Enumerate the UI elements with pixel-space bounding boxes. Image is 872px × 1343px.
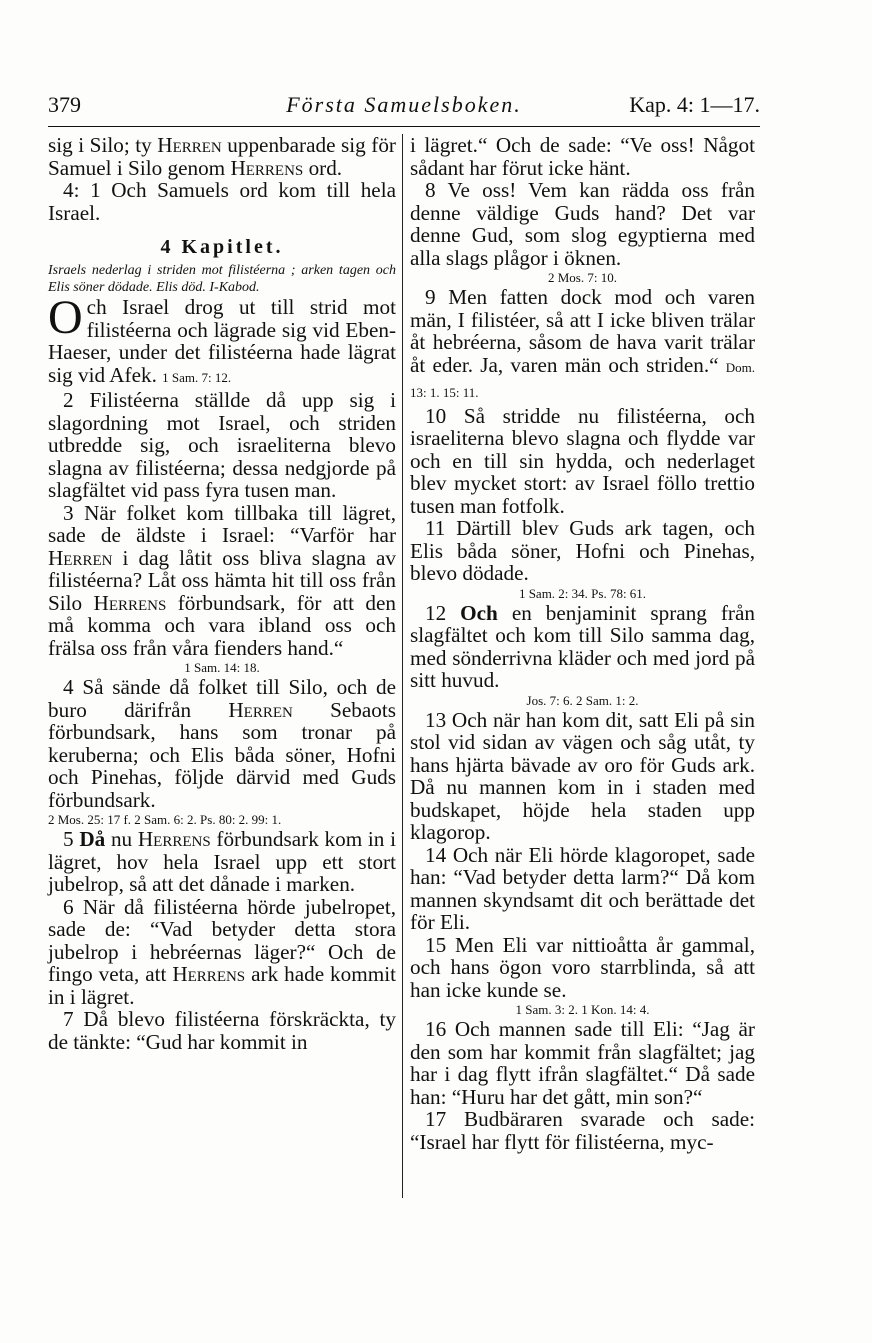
cross-reference: 2 Mos. 25: 17 f. 2 Sam. 6: 2. Ps. 80: 2. 99: 1. xyxy=(48,812,282,827)
verse-4: 4 Så sände då folket till Silo, och de buro därifrån Herren Sebaots förbundsark, hans som tronar på keruberna; och Elis båda söner, Hofni och Pinehas, följde därvid med Guds förbundsark. xyxy=(48,675,396,812)
verse-13: 13 Och när han kom dit, satt Eli på sin stol vid sidan av vägen och såg utåt, ty hans hjärta bävade av oro för Guds ark. Då nu mannen kom in i staden med budskapet, höjde hela staden upp klagorop. xyxy=(410,707,755,844)
column-divider xyxy=(402,134,403,1198)
drop-cap: O xyxy=(48,291,83,344)
verse-16: 16 Och mannen sade till Eli: “Jag är den som har kommit från slagfältet; jag har i dag flytt ifrån slagfältet.“ Då sade han: “Huru har det gått, min son?“ xyxy=(410,1017,755,1109)
verse-11: 11 Därtill blev Guds ark tagen, och Elis båda söner, Hofni och Pinehas, blevo dödade. xyxy=(410,516,755,585)
running-header xyxy=(48,92,760,127)
verse-5: 5 Då nu Herrens förbundsark kom in i lägret, hov hela Israel upp ett stort jubelrop, så att det dånade i marken. xyxy=(48,827,397,896)
verse-15: 15 Men Eli var nittioåtta år gammal, och hans ögon voro starrblinda, så att han icke kunde se. xyxy=(410,932,755,1002)
cross-reference: 1 Sam. 3: 2. 1 Kon. 14: 4. xyxy=(515,1002,650,1017)
verse-3-21-end: sig i Silo; ty Herren uppenbarade sig för Samuel i Silo genom Herrens ord. xyxy=(48,133,396,180)
page-number: 379 xyxy=(48,92,81,117)
verse-7: 7 Då blevo filistéerna förskräckta, ty de tänkte: “Gud har kommit in xyxy=(48,1007,396,1054)
cross-reference: 1 Sam. 2: 34. Ps. 78: 61. xyxy=(518,585,647,601)
cross-reference: 1 Sam. 7: 12. xyxy=(162,369,232,385)
chapter-heading: 4 Kapitlet. xyxy=(160,236,284,258)
cross-reference: Dom. 13: 1. 15: 11. xyxy=(410,359,756,400)
verse-8: 8 Ve oss! Vem kan rädda oss från denne väldige Guds hand? Det var denne Gud, som slog egyptierna med alla slags plågor i öknen. xyxy=(410,178,755,270)
chapter-summary: Israels nederlag i striden mot filistéerna ; arken tagen och Elis söner dödade. Elis död. I-Kabod. xyxy=(48,263,396,295)
right-column xyxy=(410,134,755,1153)
cross-reference: 1 Sam. 14: 18. xyxy=(184,660,260,675)
verse-17: 17 Budbäraren svarade och sade: “Israel har flytt för filistéerna, myc- xyxy=(410,1107,755,1154)
cross-reference: 2 Mos. 7: 10. xyxy=(548,270,617,285)
verse-12: 12 Och en benjaminit sprang från slagfältet och kom till Silo samma dag, med sönderrivna kläder och med jord på sitt huvud. xyxy=(410,600,755,692)
left-column xyxy=(48,134,396,1053)
verse-6: 6 När då filistéerna hörde jubelropet, sade de: “Vad betyder detta stora jubelrop i hebréernas läger?“ Och de fingo veta, att Herrens ark hade kommit in i lägret. xyxy=(48,894,396,1009)
book-title: Första Samuelsboken. xyxy=(286,92,522,117)
verse-4-1: 4: 1 Och Samuels ord kom till hela Israel. xyxy=(48,178,396,225)
cross-reference: Jos. 7: 6. 2 Sam. 1: 2. xyxy=(526,692,639,708)
verse-1: Och Israel drog ut till strid mot filistéerna och lägrade sig vid Eben-Haeser, under det filistéerna hade lägrat sig vid Afek. 1 Sam. 7: 12. xyxy=(48,291,396,387)
verse-10: 10 Så stridde nu filistéerna, och israeliterna blevo slagna och flydde var och en till sin hydda, och nederlaget blev mycket stort: av Israel föllo trettio tusen man fotfolk. xyxy=(410,403,755,518)
verse-14: 14 Och när Eli hörde klagoropet, sade han: “Vad betyder detta larm?“ Då kom mannen skyndsamt dit och berättade det för Eli. xyxy=(410,842,755,934)
verse-7-cont: i lägret.“ Och de sade: “Ve oss! Något sådant har förut icke hänt. xyxy=(410,133,755,180)
verse-3: 3 När folket kom tillbaka till lägret, sade de äldste i Israel: “Varför har Herren i dag låtit oss bliva slagna av filistéerna? Låt oss hämta hit till oss från Silo Herrens förbundsark, för att den må komma och vara ibland oss och frälsa oss från våra fienders hand.“ xyxy=(48,500,396,660)
verse-2: 2 Filistéerna ställde då upp sig i slagordning mot Israel, och striden utbredde sig, och israeliterna blevo slagna av filistéerna; dessa nedgjorde på slagfältet vid pass fyra tusen man. xyxy=(48,388,396,502)
verse-9: 9 Men fatten dock mod och varen män, I filistéer, så att I icke bliven trälar åt hebréerna, såsom de hava varit trälar åt eder. Ja, varen män och striden.“ Dom. 13: 1. 15: 11. xyxy=(410,285,756,400)
chapter-reference: Kap. 4: 1—17. xyxy=(629,92,760,117)
